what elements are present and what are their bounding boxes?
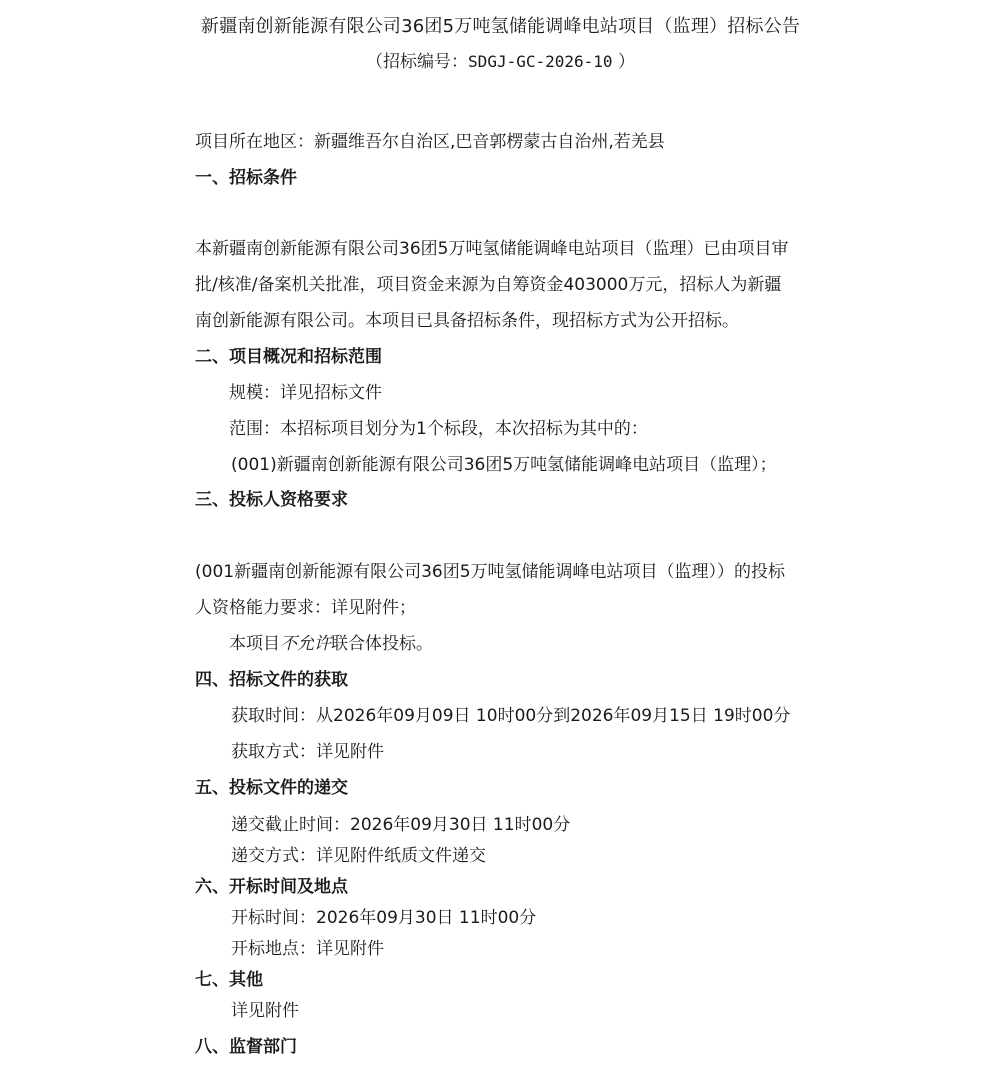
consortium-prefix: 本项目: [229, 634, 280, 654]
section-1-paragraph-line-3: 南创新能源有限公司。本项目已具备招标条件，现招标方式为公开招标。: [195, 311, 739, 331]
section-3-paragraph-line-1: (001新疆南创新能源有限公司36团5万吨氢储能调峰电站项目（监理））的投标: [195, 562, 786, 582]
section-3-paragraph-line-2: 人资格能力要求：详见附件；: [195, 598, 416, 618]
section-6-time: 开标时间：2026年09月30日 11时00分: [231, 908, 537, 928]
project-region: 项目所在地区：新疆维吾尔自治区,巴音郭楞蒙古自治州,若羌县: [195, 132, 665, 152]
tender-number: [0, 47, 1001, 72]
section-1-paragraph-line-2: 批/核准/备案机关批准，项目资金来源为自筹资金403000万元，招标人为新疆: [195, 275, 782, 295]
section-2-scale: 规模：详见招标文件: [229, 383, 382, 403]
section-6-heading: 六、开标时间及地点: [195, 877, 348, 897]
section-2-scope: 范围：本招标项目划分为1个标段，本次招标为其中的：: [229, 419, 648, 439]
tender-number-code: SDGJ-GC-2026-10: [468, 52, 613, 71]
section-4-heading: 四、招标文件的获取: [195, 670, 348, 690]
document-title: 新疆南创新能源有限公司36团5万吨氢储能调峰电站项目（监理）招标公告: [200, 16, 801, 37]
consortium-not-allowed: 不允许: [280, 634, 331, 654]
section-4-time: 获取时间：从2026年09月09日 10时00分到2026年09月15日 19时00分: [231, 706, 791, 726]
section-6-place: 开标地点：详见附件: [231, 939, 384, 959]
section-5-method: 递交方式：详见附件纸质文件递交: [231, 846, 486, 866]
consortium-suffix: 联合体投标。: [331, 634, 433, 654]
section-8-heading: 八、监督部门: [195, 1037, 297, 1057]
section-5-deadline: 递交截止时间：2026年09月30日 11时00分: [231, 815, 571, 835]
section-1-paragraph-line-1: 本新疆南创新能源有限公司36团5万吨氢储能调峰电站项目（监理）已由项目审: [195, 239, 789, 259]
section-7-text: 详见附件: [231, 1001, 299, 1021]
section-2-lot: (001)新疆南创新能源有限公司36团5万吨氢储能调峰电站项目（监理）；: [231, 455, 777, 475]
section-3-consortium: [229, 634, 433, 654]
section-7-heading: 七、其他: [195, 970, 263, 990]
section-1-heading: 一、招标条件: [195, 168, 297, 188]
tender-number-close: ）: [612, 52, 635, 72]
tender-number-open: （招标编号：: [366, 52, 469, 72]
section-4-method: 获取方式：详见附件: [231, 742, 384, 762]
section-2-heading: 二、项目概况和招标范围: [195, 347, 382, 367]
section-5-heading: 五、投标文件的递交: [195, 778, 348, 798]
section-3-heading: 三、投标人资格要求: [195, 490, 348, 510]
